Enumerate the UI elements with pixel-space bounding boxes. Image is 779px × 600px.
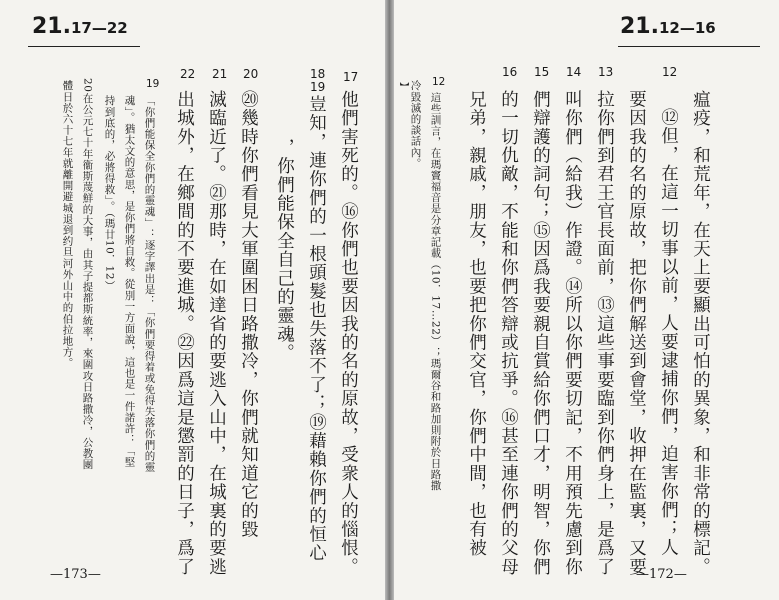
verse-number: 16 <box>502 65 518 79</box>
left-page <box>0 0 385 600</box>
book-gutter <box>385 0 394 600</box>
verse-number: 22 <box>180 67 196 81</box>
right-header-rule <box>618 46 760 47</box>
text-column: 兄弟，親戚，朋友，也要把你們交官，你們中間，也有被 <box>466 90 487 558</box>
page-number: —173— <box>50 567 101 582</box>
note-verse-number: 12 <box>432 76 446 88</box>
right-page <box>394 0 779 600</box>
footnote-column: 持到底的，必將得救」。（瑪廿10．12） <box>103 95 116 292</box>
footnote-column: 這些訓言，在瑪竇福音是分章記載（10．17…22）；瑪爾谷和路加則附於日路撒 <box>429 92 442 491</box>
text-column: 瘟疫，和荒年，在天上要顯出可怕的異象，和非常的標記。 <box>690 90 711 577</box>
footnote-column: 體日於六十七年就離開避城退到约旦河外山中的伯拉地方。 <box>61 80 74 369</box>
verse-number: 15 <box>534 65 550 79</box>
text-column: 的一切仇敵，不能和你們答辯或抗爭。⑯甚至連你們的父母 <box>498 90 519 577</box>
footnote-column: 冷毀滅的談話內。 <box>409 80 422 169</box>
left-header-rule <box>28 46 140 47</box>
footnote-column: 20在公元七十年衞斯蔑鮮的大事，由其子提都斯統率，來圍攻日路撒冷，公教團 <box>81 78 94 470</box>
text-column: 出城外，在鄉間的不要進城。㉒因爲這是懲罰的日子，爲了 <box>174 90 195 577</box>
verse-number: 17 <box>343 70 359 84</box>
footnote-column: 「你們能保全你們的靈魂」：逐字譯出是：「你們要得着或免得失落你們的靈 <box>143 95 156 473</box>
verse-number: 20 <box>243 67 259 81</box>
text-column: 們辯護的詞句；⑮因爲我要親自賞給你們口才，明智，你們 <box>530 90 551 577</box>
text-column: 拉你們到君王官長面前，⑬這些事要臨到你們身上，是爲了 <box>594 90 615 577</box>
right-page-header: 21.12—16 <box>620 14 716 39</box>
verse-number: 21 <box>212 67 228 81</box>
verse-number: 14 <box>566 65 582 79</box>
text-column: ，你們能保全自己的靈魂。 <box>274 138 295 363</box>
verse-number: 19 <box>310 80 326 94</box>
page-number: —172— <box>636 567 687 582</box>
text-column: 豈知，連你們的一根頭髮也失落不了；⑲藉賴你們的恒心 <box>306 95 327 563</box>
footnote-mark: 】 <box>397 82 409 92</box>
text-column: 叫你們（給我）作證。⑭所以你們要切記，不用預先慮到你 <box>562 90 583 577</box>
verse-number: 18 <box>310 67 326 81</box>
verse-number: 13 <box>598 65 614 79</box>
text-column: 要因我的名的原故，把你們解送到會堂，收押在監裏，又要 <box>626 90 647 577</box>
text-column: ⑳幾時你們看見大軍圍困日路撒冷，你們就知道它的毀 <box>238 90 259 539</box>
left-page-header: 21.17—22 <box>32 14 128 39</box>
footnote-column: 魂」。猶太文的意思，是你們將自救。從別一方面說，這也是一件諾許：「堅 <box>123 95 136 468</box>
text-column: 他們害死的。⑯你們也要因我的名的原故，受衆人的惱恨。 <box>338 90 359 577</box>
text-column: 滅臨近了。㉑那時，在如達省的要逃入山中，在城裏的要逃 <box>206 90 227 577</box>
text-column: ⑫但，在這一切事以前，人要逮捕你們，迫害你們；人 <box>658 108 679 557</box>
note-verse-number: 19 <box>146 78 160 90</box>
verse-number: 12 <box>662 65 678 79</box>
